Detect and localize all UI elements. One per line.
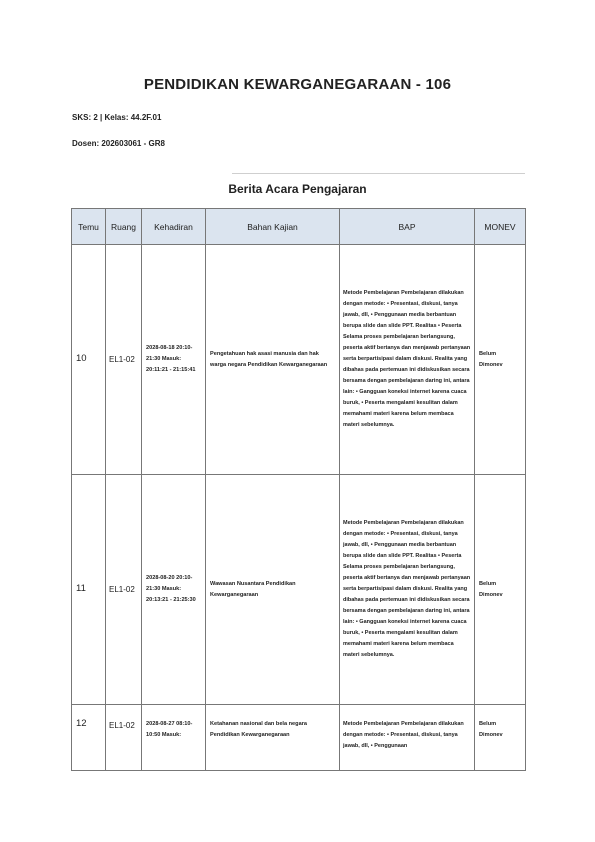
cell-ruang: EL1-02 [106, 475, 142, 705]
table-row [72, 245, 526, 475]
cell-monev: Belum Dimonev [475, 245, 526, 475]
header-bahan-kajian: Bahan Kajian [206, 209, 340, 245]
section-title: Berita Acara Pengajaran [228, 182, 367, 196]
cell-temu: 10 [72, 245, 106, 475]
lecturer-info: Dosen: 202603061 - GR8 [72, 139, 165, 148]
sks-class-info: SKS: 2 | Kelas: 44.2F.01 [72, 113, 162, 122]
cell-bahan-kajian: Ketahanan nasional dan bela negara Pendidikan Kewarganegaraan [206, 705, 340, 771]
header-temu: Temu [72, 209, 106, 245]
header-kehadiran: Kehadiran [142, 209, 206, 245]
cell-ruang: EL1-02 [106, 245, 142, 475]
table-row [72, 705, 526, 771]
cell-temu: 12 [72, 705, 106, 771]
section-divider [232, 173, 525, 174]
cell-bap: Metode Pembelajaran Pembelajaran dilakukan dengan metode: • Presentasi, diskusi, tanya jawab, dll, • Penggunaan media berbantuan berupa slide dan slide PPT. Realitas • Peserta Selama proses pembelajaran berlangsung, peserta aktif bertanya dan menjawab pertanyaan serta berpartisipasi dalam diskusi. Realita yang dibahas pada pertemuan ini didiskusikan secara bersama dengan pembelajaran daring ini, antara lain: • Gangguan koneksi internet karena cuaca buruk, • Peserta mengalami kesulitan dalam memahami materi karena belum membaca materi sebelumnya. [340, 245, 475, 475]
cell-bap: Metode Pembelajaran Pembelajaran dilakukan dengan metode: • Presentasi, diskusi, tanya jawab, dll, • Penggunaan media berbantuan berupa slide dan slide PPT. Realitas • Peserta Selama proses pembelajaran berlangsung, peserta aktif bertanya dan menjawab pertanyaan serta berpartisipasi dalam diskusi. Realita yang dibahas pada pertemuan ini didiskusikan secara bersama dengan pembelajaran daring ini, antara lain: • Gangguan koneksi internet karena cuaca buruk, • Peserta mengalami kesulitan dalam memahami materi karena belum membaca materi sebelumnya. [340, 475, 475, 705]
cell-kehadiran: 2028-08-27 08:10-10:50 Masuk: [142, 705, 206, 771]
cell-bap: Metode Pembelajaran Pembelajaran dilakukan dengan metode: • Presentasi, diskusi, tanya jawab, dll, • Penggunaan [340, 705, 475, 771]
cell-kehadiran: 2028-08-18 20:10-21:30 Masuk: 20:11:21 - 21:15:41 [142, 245, 206, 475]
header-monev: MONEV [475, 209, 526, 245]
cell-temu: 11 [72, 475, 106, 705]
table-header-row [72, 209, 526, 245]
cell-monev: Belum Dimonev [475, 475, 526, 705]
teaching-record-table [71, 208, 526, 771]
cell-bahan-kajian: Wawasan Nusantara Pendidikan Kewarganegaraan [206, 475, 340, 705]
header-bap: BAP [340, 209, 475, 245]
cell-monev: Belum Dimonev [475, 705, 526, 771]
cell-bahan-kajian: Pengetahuan hak asasi manusia dan hak warga negara Pendidikan Kewarganegaraan [206, 245, 340, 475]
cell-ruang: EL1-02 [106, 705, 142, 771]
header-ruang: Ruang [106, 209, 142, 245]
table-row [72, 475, 526, 705]
page-title: PENDIDIKAN KEWARGANEGARAAN - 106 [143, 76, 452, 93]
cell-kehadiran: 2028-08-20 20:10-21:30 Masuk: 20:13:21 - 21:25:30 [142, 475, 206, 705]
